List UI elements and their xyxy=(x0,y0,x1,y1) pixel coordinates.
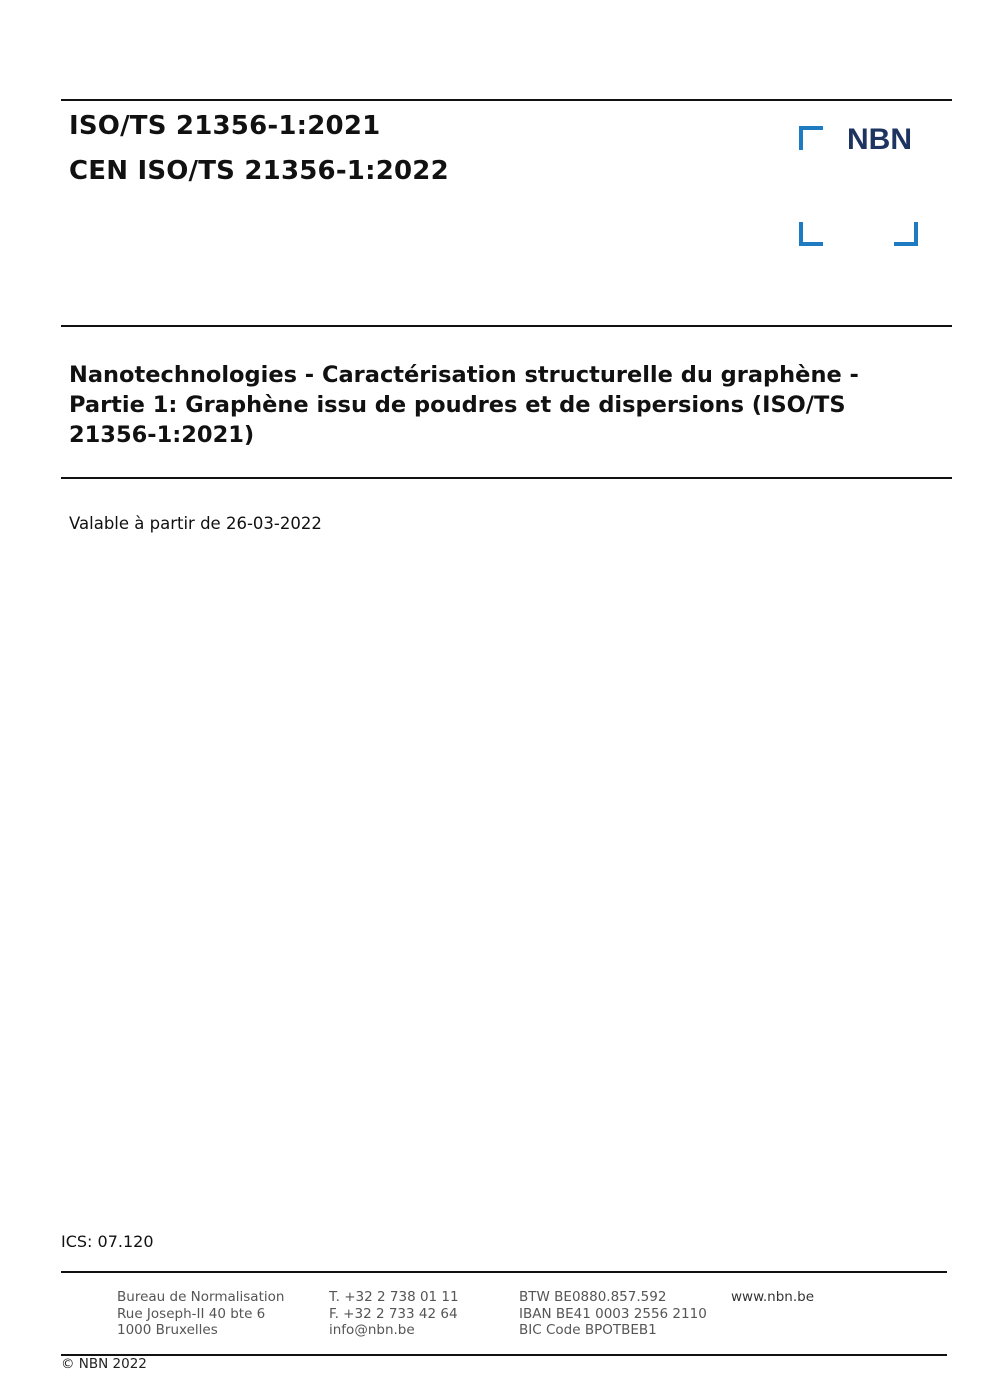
top-rule xyxy=(61,99,952,101)
ics-code: ICS: 07.120 xyxy=(61,1232,154,1251)
address-line: Rue Joseph-II 40 bte 6 xyxy=(117,1305,266,1322)
footer-contact xyxy=(329,1289,459,1339)
iso-reference: ISO/TS 21356-1:2021 xyxy=(69,111,381,141)
document-title: Nanotechnologies - Caractérisation structurelle du graphène - Partie 1: Graphène issu de poudres et de dispersions (ISO/TS 21356-1:2021) xyxy=(69,362,859,448)
address-line: Bureau de Normalisation xyxy=(117,1289,285,1305)
cen-reference: CEN ISO/TS 21356-1:2022 xyxy=(69,156,449,186)
fax: F. +32 2 733 42 64 xyxy=(329,1305,458,1322)
iban: IBAN BE41 0003 2556 2110 xyxy=(519,1305,707,1322)
nbn-logo-text: NBN xyxy=(847,124,912,156)
title-divider xyxy=(61,477,952,479)
footer-address xyxy=(117,1289,284,1339)
validity-date: Valable à partir de 26-03-2022 xyxy=(69,514,322,533)
bic-code: BIC Code BPOTBEB1 xyxy=(519,1322,657,1338)
email-link[interactable]: info@nbn.be xyxy=(329,1322,415,1338)
copyright-notice: © NBN 2022 xyxy=(61,1356,147,1372)
vat-number: BTW BE0880.857.592 xyxy=(519,1289,667,1305)
header-divider xyxy=(61,325,952,327)
footer-bank xyxy=(519,1289,707,1339)
nbn-logo xyxy=(797,124,922,248)
website-link[interactable]: www.nbn.be xyxy=(731,1289,815,1305)
footer-website xyxy=(731,1289,814,1306)
phone: T. +32 2 738 01 11 xyxy=(329,1289,459,1305)
footer-bottom-rule xyxy=(61,1354,947,1356)
address-line: 1000 Bruxelles xyxy=(117,1322,218,1338)
footer-top-rule xyxy=(61,1271,947,1273)
